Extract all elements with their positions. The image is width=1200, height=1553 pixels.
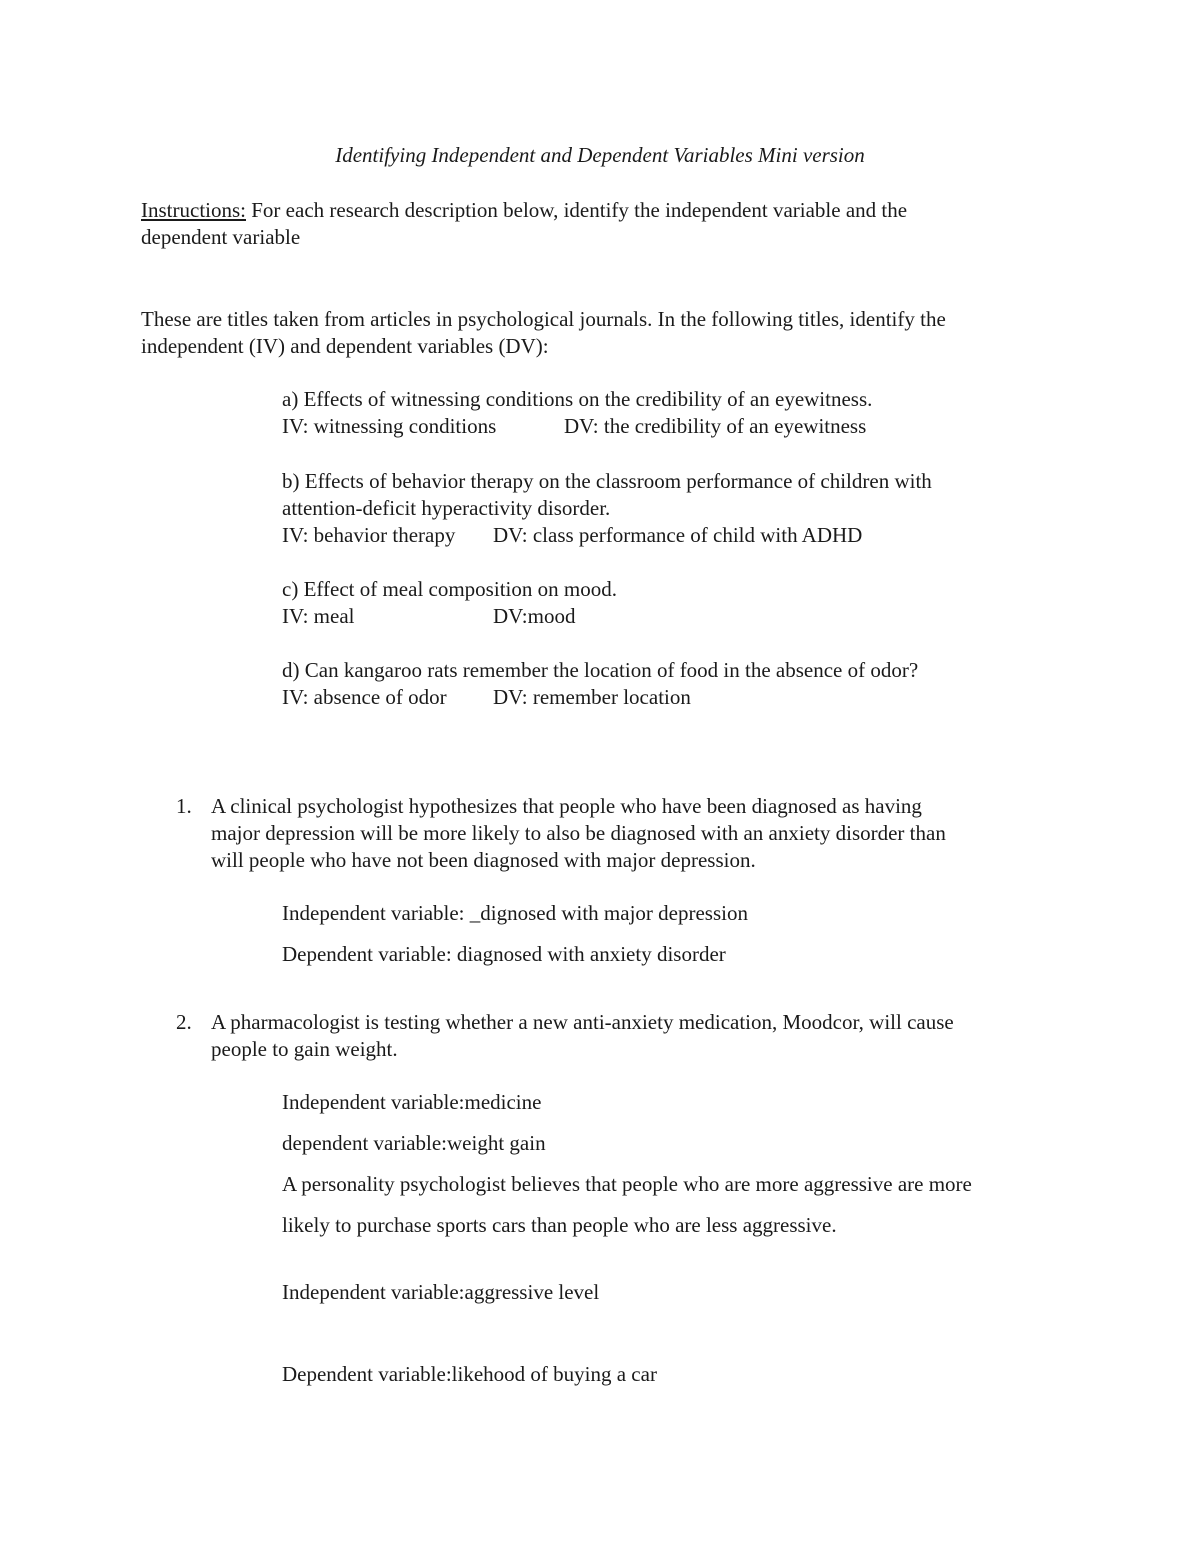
example-d-iv: IV: absence of odor xyxy=(282,685,447,709)
example-b-iv: IV: behavior therapy xyxy=(282,523,456,547)
intro-line-1: These are titles taken from articles in psychological journals. In the following titles, identify the xyxy=(141,307,946,331)
question-3-line-1: A personality psychologist believes that people who are more aggressive are more xyxy=(282,1172,972,1196)
instructions-label: Instructions: xyxy=(141,198,246,222)
question-2-dv: dependent variable:weight gain xyxy=(282,1131,546,1155)
question-3-dv: Dependent variable:likehood of buying a car xyxy=(282,1362,657,1386)
question-1-iv: Independent variable: _dignosed with major depression xyxy=(282,901,748,925)
question-1-line-2: major depression will be more likely to also be diagnosed with an anxiety disorder than xyxy=(211,821,946,845)
example-c-dv: DV:mood xyxy=(493,604,576,628)
example-a-iv: IV: witnessing conditions xyxy=(282,414,497,438)
question-1-number: 1. xyxy=(176,794,192,818)
question-2-number: 2. xyxy=(176,1010,192,1034)
instructions-line-1 xyxy=(141,197,907,224)
question-2-iv: Independent variable:medicine xyxy=(282,1090,542,1114)
example-b-dv: DV: class performance of child with ADHD xyxy=(493,523,863,547)
example-a-dv: DV: the credibility of an eyewitness xyxy=(564,414,867,438)
question-3-line-2: likely to purchase sports cars than people who are less aggressive. xyxy=(282,1213,837,1237)
example-b-title-2: attention-deficit hyperactivity disorder. xyxy=(282,496,611,520)
example-d-dv: DV: remember location xyxy=(493,685,691,709)
example-d-title: d) Can kangaroo rats remember the location of food in the absence of odor? xyxy=(282,658,919,682)
example-a-title: a) Effects of witnessing conditions on the credibility of an eyewitness. xyxy=(282,387,873,411)
intro-line-2: independent (IV) and dependent variables (DV): xyxy=(141,334,549,358)
example-c-title: c) Effect of meal composition on mood. xyxy=(282,577,617,601)
instructions-line-2: dependent variable xyxy=(141,225,301,249)
question-2-line-1: A pharmacologist is testing whether a new anti-anxiety medication, Moodcor, will cause xyxy=(211,1010,954,1034)
question-1-line-3: will people who have not been diagnosed with major depression. xyxy=(211,848,756,872)
example-b-title-1: b) Effects of behavior therapy on the classroom performance of children with xyxy=(282,469,932,493)
question-2-line-2: people to gain weight. xyxy=(211,1037,398,1061)
question-1-line-1: A clinical psychologist hypothesizes that people who have been diagnosed as having xyxy=(211,794,922,818)
example-c-iv: IV: meal xyxy=(282,604,355,628)
document-title: Identifying Independent and Dependent Variables Mini version xyxy=(335,143,865,167)
question-1-dv: Dependent variable: diagnosed with anxiety disorder xyxy=(282,942,726,966)
instructions-text: For each research description below, identify the independent variable and the xyxy=(246,198,908,222)
question-3-iv: Independent variable:aggressive level xyxy=(282,1280,600,1304)
